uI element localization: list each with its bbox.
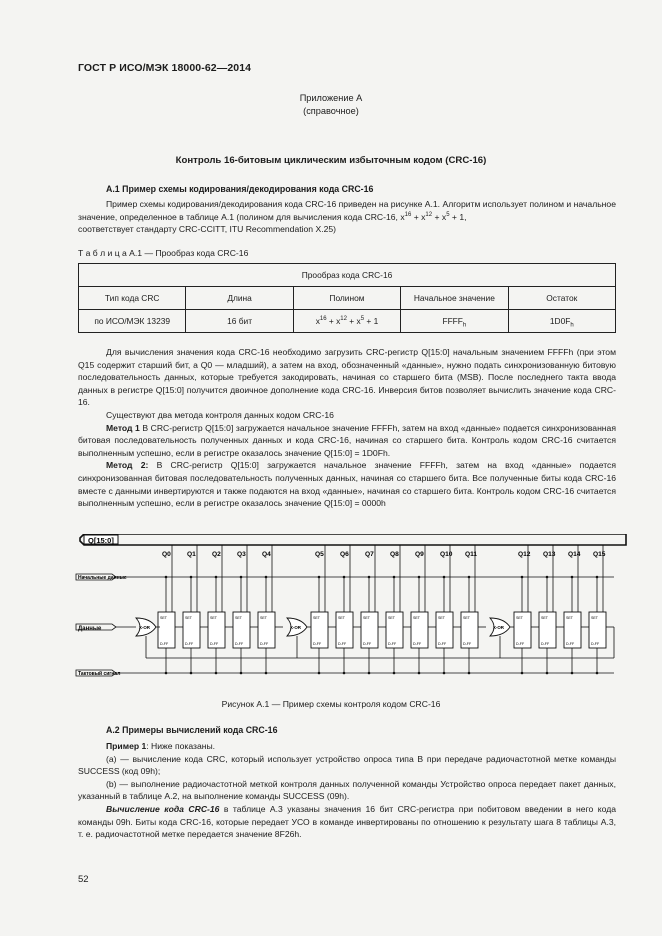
svg-text:SET: SET (160, 616, 167, 620)
svg-text:SET: SET (338, 616, 345, 620)
svg-text:D-FF: D-FF (235, 642, 244, 646)
paragraph-2: Существуют два метода контроля данных кодом CRC-16 (106, 409, 334, 420)
flip-flop-q12 (514, 545, 539, 674)
svg-text:SET: SET (210, 616, 217, 620)
flip-flop-q7 (361, 545, 386, 674)
cell-polynomial: $x^{16} + x^{12} + x^5 + 1$ (293, 310, 400, 333)
a1-text-part2: соответствует стандарту CRC-CCITT, ITU Recommendation X.25) (78, 224, 337, 235)
register-label-q14: Q14 (568, 551, 581, 558)
svg-text:SET: SET (516, 616, 523, 620)
register-label-q9: Q9 (415, 551, 424, 558)
register-label-q5: Q5 (315, 551, 324, 558)
flip-flop-q11 (461, 545, 486, 674)
col-header-residue: Остаток (508, 287, 615, 310)
flip-flop-q4 (258, 545, 283, 674)
register-label-q13: Q13 (543, 551, 556, 558)
flip-flop-q15 (589, 545, 614, 674)
svg-text:X-OR: X-OR (493, 625, 504, 630)
method-2: Метод 2: В CRC-регистр Q[15:0] загружается начальное значение FFFFh, затем на вход «данные» подается синхронизованная битовая последовательность полученных данных, начиная со старшего бита. Все полученные биты кода CRC-16 вместе с данными инвертируются и также подаются на вход «данные», начиная со старшего бита. Контроль кодом CRC-16 считается выполненным успешно, если в регистре оказалось значение Q[15:0] = 0000h (78, 460, 616, 509)
calc-paragraph: Вычисление кода CRC-16 в таблице А.3 указаны значения 16 бит CRC-регистра при побитовом введении в него кода команды 09h. Биты кода CRC-16, которые передает УСО в команде инвертированы по отношению к результату шага 8 таблицы А.3, т. е. радиочастотной метке передается значение 8F26h. (78, 803, 616, 840)
figure-caption: Рисунок А.1 — Пример схемы контроля кодом CRC-16 (221, 699, 441, 709)
svg-text:SET: SET (591, 616, 598, 620)
document-header: ГОСТ Р ИСО/МЭК 18000-62—2014 (78, 62, 252, 74)
register-label-q10: Q10 (440, 551, 453, 558)
register-label-q8: Q8 (390, 551, 399, 558)
svg-text:SET: SET (260, 616, 267, 620)
register-label-q2: Q2 (212, 551, 221, 558)
table-caption: Т а б л и ц а А.1 — Прообраз кода CRC-16 (78, 248, 249, 258)
register-label-q7: Q7 (365, 551, 374, 558)
svg-text:SET: SET (566, 616, 573, 620)
svg-text:D-FF: D-FF (566, 642, 575, 646)
flip-flop-q5 (311, 545, 336, 674)
svg-text:D-FF: D-FF (185, 642, 194, 646)
cell-residue: $1D0F_h$ (508, 310, 615, 333)
register-label-q1: Q1 (187, 551, 196, 558)
register-cells (158, 545, 614, 674)
svg-text:SET: SET (363, 616, 370, 620)
svg-text:SET: SET (235, 616, 242, 620)
item-b: (b) — выполнение радиочастотной меткой контроля данных полученной команды Устройство опроса передает пакет данных, указанный в таблице А.2, на выполнение команды SUCCESS (09h). (78, 778, 616, 802)
svg-text:D-FF: D-FF (541, 642, 550, 646)
svg-text:SET: SET (413, 616, 420, 620)
col-header-initial: Начальное значение (401, 287, 508, 310)
svg-text:D-FF: D-FF (438, 642, 447, 646)
flip-flop-q9 (411, 545, 436, 674)
register-label-q15: Q15 (593, 551, 606, 558)
annex-subtitle: (справочное) (303, 106, 359, 116)
xor-gate-2 (287, 618, 311, 658)
cell-type: по ИСО/МЭК 13239 (79, 310, 186, 333)
main-title: Контроль 16-битовым циклическим избыточным кодом (CRC-16) (175, 155, 487, 166)
paragraph-1: Для вычисления значения кода CRC-16 необходимо загрузить CRC-регистр Q[15:0] начальным значением FFFFh (при этом Q15 содержит старший бит, а Q0 — младший), а затем на вход, обозначенный «данные», нужно подать синхронизованную битовую последовательность данных, которые требуется закодировать, начиная со старшего бита (MSB). После последнего такта ввода данных в регистре Q[15:0] получится двоичное дополнение кода CRC-16. Инверсия битов позволяет вычислить значение кода CRC-16. (78, 347, 616, 408)
svg-text:D-FF: D-FF (516, 642, 525, 646)
section-a1-heading: А.1 Пример схемы кодирования/декодирования кода CRC-16 (106, 184, 374, 194)
example-1: Пример 1: Ниже показаны. (106, 741, 216, 751)
flip-flop-q13 (539, 545, 564, 674)
col-header-polynomial: Полином (293, 287, 400, 310)
section-a2-heading: А.2 Примеры вычислений кода CRC-16 (106, 725, 278, 735)
cell-length: 16 бит (186, 310, 293, 333)
svg-text:D-FF: D-FF (210, 642, 219, 646)
register-label-q12: Q12 (518, 551, 531, 558)
register-label-q6: Q6 (340, 551, 349, 558)
col-header-type: Тип кода CRC (79, 287, 186, 310)
svg-text:D-FF: D-FF (413, 642, 422, 646)
svg-text:X-OR: X-OR (290, 625, 301, 630)
svg-text:SET: SET (438, 616, 445, 620)
annex-title: Приложение А (299, 93, 363, 103)
flip-flop-q6 (336, 545, 361, 674)
register-label-q3: Q3 (237, 551, 246, 558)
svg-text:X-OR: X-OR (139, 625, 150, 630)
col-header-length: Длина (186, 287, 293, 310)
svg-text:D-FF: D-FF (160, 642, 169, 646)
body-text (78, 346, 616, 510)
xor-gate-3 (490, 618, 514, 658)
svg-text:SET: SET (313, 616, 320, 620)
svg-text:SET: SET (541, 616, 548, 620)
section-a2-text (78, 740, 616, 841)
flip-flop-q14 (564, 545, 589, 674)
method-1: Метод 1 В CRC-регистр Q[15:0] загружается начальное значение FFFFh, затем на вход «данные» подается синхронизованная битовая последовательность полученных данных и кода CRC-16, начиная со старшего бита. Контроль кодом CRC-16 считается выполненным успешно, если в регистре оказалось значение Q[15:0] = 1D0Fh. (78, 422, 616, 458)
svg-text:D-FF: D-FF (313, 642, 322, 646)
page-number: 52 (78, 874, 89, 885)
input-data-label: Данные (78, 626, 102, 632)
svg-text:SET: SET (463, 616, 470, 620)
flip-flop-q2 (208, 545, 233, 674)
svg-text:SET: SET (388, 616, 395, 620)
item-a: (а) — вычисление кода CRC, который использует устройство опроса типа В при передаче радиочастотной метке команды SUCCESS (код 09h); (78, 753, 616, 777)
flip-flop-q3 (233, 545, 258, 674)
table-span-header: Прообраз кода CRC-16 (79, 264, 616, 287)
flip-flop-q1 (183, 545, 208, 674)
svg-text:D-FF: D-FF (463, 642, 472, 646)
register-label-q0: Q0 (162, 551, 171, 558)
svg-text:D-FF: D-FF (388, 642, 397, 646)
flip-flop-q0 (158, 545, 183, 674)
a1-text-part1: Пример схемы кодирования/декодирования кода CRC-16 приведен на рисунке А.1. Алгоритм использует полином и начальное значение, определенное в таблице А.1 (полином для вычисления кода CRC-16, x (78, 199, 616, 222)
svg-text:D-FF: D-FF (591, 642, 600, 646)
svg-text:D-FF: D-FF (363, 642, 372, 646)
crc-circuit-diagram (74, 534, 634, 684)
xor-gate-1 (136, 618, 160, 658)
flip-flop-q8 (386, 545, 411, 674)
section-a1-text: Пример схемы кодирования/декодирования кода CRC-16 приведен на рисунке А.1. Алгоритм использует полином и начальное значение, определенное в таблице А.1 (полином для вычисления кода CRC-16, $x^{16} + x^{12} + x^5 + 1$, соответствует стандарту CRC-CCITT, ITU Recommendation X.25) (78, 199, 616, 235)
register-label-q11: Q11 (465, 551, 478, 558)
register-label-q4: Q4 (262, 551, 271, 558)
svg-text:D-FF: D-FF (260, 642, 269, 646)
crc-table (78, 263, 616, 333)
input-initial-label: Начальные данные (78, 575, 127, 581)
flip-flop-q10 (436, 545, 461, 674)
q-bus (80, 534, 626, 545)
cell-initial: $FFFF_h$ (401, 310, 508, 333)
input-clock-label: Тактовый сигнал (78, 671, 121, 677)
svg-text:D-FF: D-FF (338, 642, 347, 646)
bus-label: Q[15:0] (88, 536, 114, 545)
svg-text:SET: SET (185, 616, 192, 620)
register-labels (162, 551, 606, 558)
